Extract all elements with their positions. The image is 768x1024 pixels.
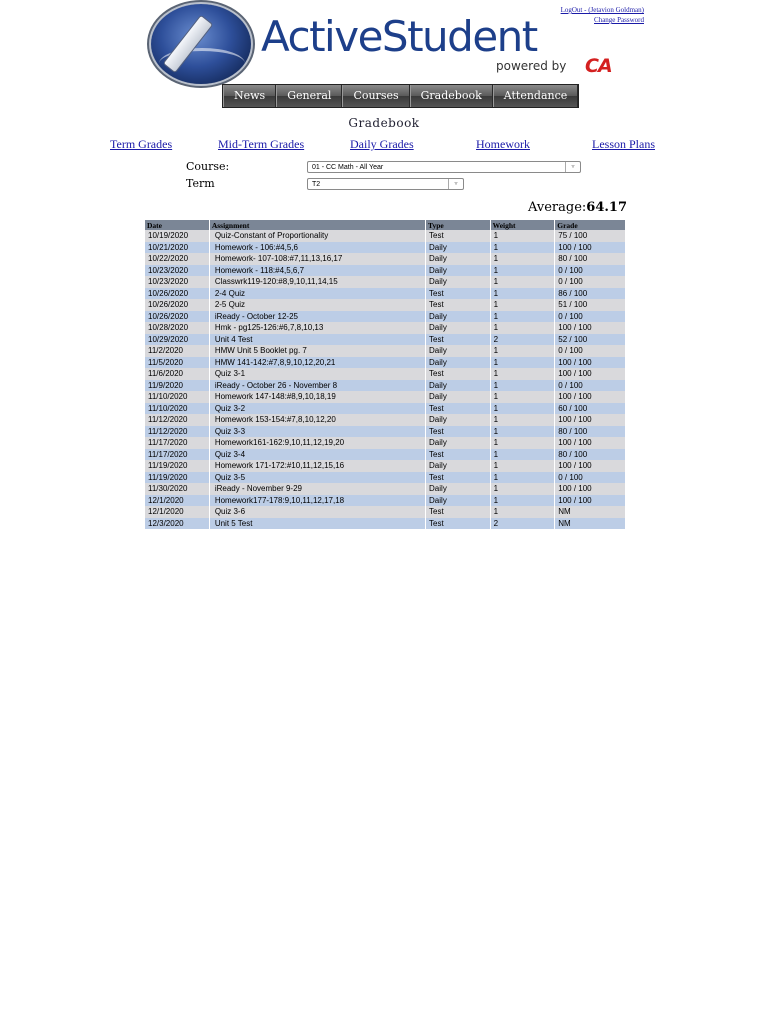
cell-grade: 86 / 100 bbox=[555, 288, 625, 300]
course-select[interactable] bbox=[307, 161, 581, 173]
cell-date: 11/10/2020 bbox=[145, 391, 209, 403]
table-row bbox=[145, 230, 625, 242]
cell-type: Daily bbox=[426, 242, 490, 254]
link-mid-term-grades[interactable]: Mid-Term Grades bbox=[218, 137, 305, 151]
cell-weight: 1 bbox=[491, 345, 555, 357]
header-assignment: Assignment bbox=[210, 220, 425, 230]
table-row bbox=[145, 495, 625, 507]
cell-assignment: 2-5 Quiz bbox=[210, 299, 425, 311]
header-weight: Weight bbox=[491, 220, 555, 230]
cell-date: 12/3/2020 bbox=[145, 518, 209, 530]
cell-assignment: 2-4 Quiz bbox=[210, 288, 425, 300]
cell-type: Daily bbox=[426, 460, 490, 472]
cell-date: 10/29/2020 bbox=[145, 334, 209, 346]
cell-grade: 0 / 100 bbox=[555, 345, 625, 357]
cell-weight: 1 bbox=[491, 449, 555, 461]
cell-date: 10/22/2020 bbox=[145, 253, 209, 265]
activestudent-logo bbox=[150, 3, 610, 85]
cell-type: Daily bbox=[426, 253, 490, 265]
cell-type: Daily bbox=[426, 357, 490, 369]
cell-assignment: Quiz 3-1 bbox=[210, 368, 425, 380]
cell-assignment: Quiz-Constant of Proportionality bbox=[210, 230, 425, 242]
cell-assignment: Unit 4 Test bbox=[210, 334, 425, 346]
cell-date: 10/23/2020 bbox=[145, 265, 209, 277]
cell-date: 10/21/2020 bbox=[145, 242, 209, 254]
cell-type: Daily bbox=[426, 380, 490, 392]
logo-pen-icon bbox=[151, 4, 251, 84]
cell-weight: 1 bbox=[491, 253, 555, 265]
table-row bbox=[145, 322, 625, 334]
cell-assignment: iReady - October 12-25 bbox=[210, 311, 425, 323]
cell-date: 10/26/2020 bbox=[145, 288, 209, 300]
chevron-down-icon: ▿ bbox=[448, 179, 463, 189]
cell-grade: 100 / 100 bbox=[555, 391, 625, 403]
cell-date: 11/17/2020 bbox=[145, 437, 209, 449]
term-select-value: T2 bbox=[312, 181, 321, 188]
cell-type: Daily bbox=[426, 311, 490, 323]
table-row bbox=[145, 449, 625, 461]
cell-weight: 1 bbox=[491, 311, 555, 323]
cell-date: 11/2/2020 bbox=[145, 345, 209, 357]
cell-assignment: iReady - October 26 - November 8 bbox=[210, 380, 425, 392]
header-date: Date bbox=[145, 220, 209, 230]
table-row bbox=[145, 288, 625, 300]
link-daily-grades[interactable]: Daily Grades bbox=[350, 137, 414, 151]
cell-weight: 1 bbox=[491, 437, 555, 449]
header-grade: Grade bbox=[555, 220, 625, 230]
table-row bbox=[145, 253, 625, 265]
cell-assignment: Homework - 106:#4,5,6 bbox=[210, 242, 425, 254]
cell-weight: 1 bbox=[491, 506, 555, 518]
cell-weight: 1 bbox=[491, 265, 555, 277]
table-row bbox=[145, 334, 625, 346]
cell-date: 10/26/2020 bbox=[145, 299, 209, 311]
cell-weight: 2 bbox=[491, 518, 555, 530]
cell-assignment: Homework 153-154:#7,8,10,12,20 bbox=[210, 414, 425, 426]
nav-gradebook[interactable]: Gradebook bbox=[410, 85, 493, 107]
cell-type: Test bbox=[426, 506, 490, 518]
cell-type: Test bbox=[426, 230, 490, 242]
cell-assignment: Homework- 107-108:#7,11,13,16,17 bbox=[210, 253, 425, 265]
term-label: Term bbox=[186, 177, 215, 190]
cell-grade: 100 / 100 bbox=[555, 322, 625, 334]
cell-grade: 0 / 100 bbox=[555, 311, 625, 323]
cell-type: Daily bbox=[426, 345, 490, 357]
cell-assignment: Hmk - pg125-126:#6,7,8,10,13 bbox=[210, 322, 425, 334]
cell-assignment: Homework 171-172:#10,11,12,15,16 bbox=[210, 460, 425, 472]
cell-type: Daily bbox=[426, 483, 490, 495]
nav-news[interactable]: News bbox=[223, 85, 276, 107]
average-label: Average: bbox=[528, 200, 587, 215]
cell-weight: 1 bbox=[491, 230, 555, 242]
table-row bbox=[145, 242, 625, 254]
cell-weight: 1 bbox=[491, 426, 555, 438]
cell-date: 10/26/2020 bbox=[145, 311, 209, 323]
header-type: Type bbox=[426, 220, 490, 230]
table-row bbox=[145, 506, 625, 518]
cell-assignment: Quiz 3-3 bbox=[210, 426, 425, 438]
table-header-row bbox=[145, 220, 625, 230]
cell-assignment: Quiz 3-5 bbox=[210, 472, 425, 484]
cell-grade: 51 / 100 bbox=[555, 299, 625, 311]
cell-weight: 1 bbox=[491, 242, 555, 254]
term-select[interactable] bbox=[307, 178, 464, 190]
cell-grade: 100 / 100 bbox=[555, 357, 625, 369]
cell-grade: 100 / 100 bbox=[555, 483, 625, 495]
cell-date: 11/19/2020 bbox=[145, 472, 209, 484]
cell-type: Daily bbox=[426, 437, 490, 449]
table-row bbox=[145, 426, 625, 438]
cell-weight: 1 bbox=[491, 460, 555, 472]
table-row bbox=[145, 437, 625, 449]
table-row bbox=[145, 368, 625, 380]
table-row bbox=[145, 472, 625, 484]
cell-grade: 80 / 100 bbox=[555, 449, 625, 461]
logo-powered-by: powered by bbox=[496, 59, 567, 73]
cell-date: 10/19/2020 bbox=[145, 230, 209, 242]
table-row bbox=[145, 357, 625, 369]
cell-grade: NM bbox=[555, 506, 625, 518]
cell-date: 11/12/2020 bbox=[145, 414, 209, 426]
chevron-down-icon: ▿ bbox=[565, 162, 580, 172]
cell-type: Daily bbox=[426, 495, 490, 507]
cell-type: Daily bbox=[426, 276, 490, 288]
cell-type: Daily bbox=[426, 391, 490, 403]
cell-assignment: Homework - 118:#4,5,6,7 bbox=[210, 265, 425, 277]
cell-grade: 0 / 100 bbox=[555, 265, 625, 277]
average-value: 64.17 bbox=[586, 200, 627, 215]
change-password-link[interactable]: Change Password bbox=[594, 16, 644, 24]
cell-date: 11/17/2020 bbox=[145, 449, 209, 461]
cell-weight: 1 bbox=[491, 276, 555, 288]
table-row bbox=[145, 460, 625, 472]
cell-assignment: HMW Unit 5 Booklet pg. 7 bbox=[210, 345, 425, 357]
cell-date: 11/30/2020 bbox=[145, 483, 209, 495]
main-nav bbox=[222, 84, 579, 108]
nav-attendance[interactable]: Attendance bbox=[493, 85, 579, 107]
cell-grade: 80 / 100 bbox=[555, 253, 625, 265]
table-row bbox=[145, 265, 625, 277]
cell-grade: 100 / 100 bbox=[555, 368, 625, 380]
cell-type: Test bbox=[426, 472, 490, 484]
cell-grade: 75 / 100 bbox=[555, 230, 625, 242]
page-title: Gradebook bbox=[348, 116, 420, 130]
table-row bbox=[145, 345, 625, 357]
cell-assignment: Quiz 3-4 bbox=[210, 449, 425, 461]
cell-weight: 1 bbox=[491, 380, 555, 392]
nav-general[interactable]: General bbox=[276, 85, 342, 107]
cell-assignment: Classwrk119-120:#8,9,10,11,14,15 bbox=[210, 276, 425, 288]
cell-weight: 2 bbox=[491, 334, 555, 346]
cell-grade: 100 / 100 bbox=[555, 414, 625, 426]
cell-type: Test bbox=[426, 518, 490, 530]
cell-assignment: Homework177-178:9,10,11,12,17,18 bbox=[210, 495, 425, 507]
table-row bbox=[145, 299, 625, 311]
cell-assignment: Homework161-162:9,10,11,12,19,20 bbox=[210, 437, 425, 449]
cell-date: 11/9/2020 bbox=[145, 380, 209, 392]
cell-type: Test bbox=[426, 334, 490, 346]
table-row bbox=[145, 483, 625, 495]
cell-assignment: Quiz 3-6 bbox=[210, 506, 425, 518]
cell-weight: 1 bbox=[491, 299, 555, 311]
cell-grade: 100 / 100 bbox=[555, 495, 625, 507]
cell-type: Test bbox=[426, 368, 490, 380]
cell-date: 11/12/2020 bbox=[145, 426, 209, 438]
cell-type: Daily bbox=[426, 265, 490, 277]
cell-weight: 1 bbox=[491, 357, 555, 369]
cell-date: 11/6/2020 bbox=[145, 368, 209, 380]
cell-type: Daily bbox=[426, 322, 490, 334]
cell-assignment: iReady - November 9-29 bbox=[210, 483, 425, 495]
cell-grade: 100 / 100 bbox=[555, 242, 625, 254]
cell-grade: 100 / 100 bbox=[555, 460, 625, 472]
cell-assignment: Homework 147-148:#8,9,10,18,19 bbox=[210, 391, 425, 403]
cell-date: 10/28/2020 bbox=[145, 322, 209, 334]
table-row bbox=[145, 380, 625, 392]
cell-weight: 1 bbox=[491, 288, 555, 300]
cell-assignment: Unit 5 Test bbox=[210, 518, 425, 530]
grades-table bbox=[144, 220, 626, 529]
cell-grade: 0 / 100 bbox=[555, 472, 625, 484]
cell-weight: 1 bbox=[491, 368, 555, 380]
cell-grade: 0 / 100 bbox=[555, 380, 625, 392]
cell-type: Daily bbox=[426, 414, 490, 426]
cell-grade: 100 / 100 bbox=[555, 437, 625, 449]
cell-date: 10/23/2020 bbox=[145, 276, 209, 288]
logo-wordmark: ActiveStudent bbox=[261, 12, 537, 61]
link-homework[interactable]: Homework bbox=[476, 137, 530, 151]
cell-date: 12/1/2020 bbox=[145, 506, 209, 518]
cell-grade: 0 / 100 bbox=[555, 276, 625, 288]
cell-date: 11/5/2020 bbox=[145, 357, 209, 369]
course-select-value: 01 - CC Math - All Year bbox=[312, 164, 384, 171]
cell-weight: 1 bbox=[491, 391, 555, 403]
cell-grade: 80 / 100 bbox=[555, 426, 625, 438]
cell-type: Test bbox=[426, 403, 490, 415]
table-row bbox=[145, 311, 625, 323]
course-label: Course: bbox=[186, 160, 230, 173]
link-lesson-plans[interactable]: Lesson Plans bbox=[592, 137, 655, 151]
cell-grade: 60 / 100 bbox=[555, 403, 625, 415]
cell-type: Test bbox=[426, 449, 490, 461]
average-display bbox=[528, 200, 627, 215]
table-row bbox=[145, 391, 625, 403]
logout-link[interactable]: LogOut - (Jetavion Goldman) bbox=[560, 6, 644, 14]
cell-type: Test bbox=[426, 426, 490, 438]
link-term-grades[interactable]: Term Grades bbox=[110, 137, 173, 151]
nav-courses[interactable]: Courses bbox=[342, 85, 409, 107]
table-row bbox=[145, 276, 625, 288]
cell-weight: 1 bbox=[491, 472, 555, 484]
cell-weight: 1 bbox=[491, 495, 555, 507]
cell-date: 11/19/2020 bbox=[145, 460, 209, 472]
table-row bbox=[145, 403, 625, 415]
cell-weight: 1 bbox=[491, 414, 555, 426]
cell-grade: NM bbox=[555, 518, 625, 530]
table-row bbox=[145, 518, 625, 530]
cell-date: 12/1/2020 bbox=[145, 495, 209, 507]
cell-type: Test bbox=[426, 288, 490, 300]
cell-weight: 1 bbox=[491, 483, 555, 495]
cell-weight: 1 bbox=[491, 403, 555, 415]
cell-assignment: HMW 141-142:#7,8,9,10,12,20,21 bbox=[210, 357, 425, 369]
cell-assignment: Quiz 3-2 bbox=[210, 403, 425, 415]
cell-date: 11/10/2020 bbox=[145, 403, 209, 415]
logo-brand: CA bbox=[585, 55, 612, 77]
cell-type: Test bbox=[426, 299, 490, 311]
cell-weight: 1 bbox=[491, 322, 555, 334]
cell-grade: 52 / 100 bbox=[555, 334, 625, 346]
table-row bbox=[145, 414, 625, 426]
